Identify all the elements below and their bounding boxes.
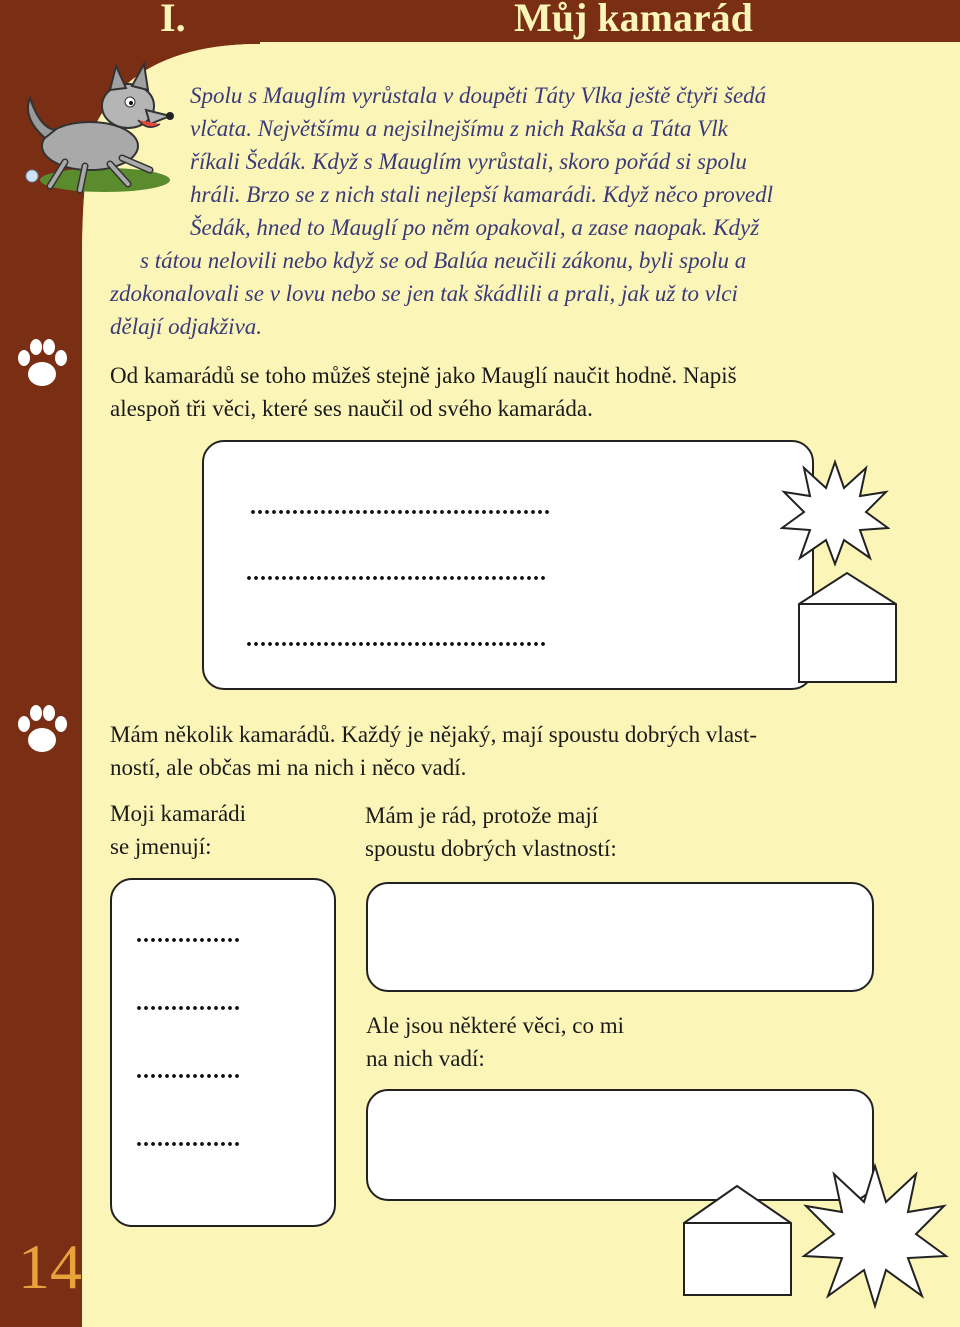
likes-label: Mám je rád, protože mají <box>365 803 599 828</box>
story-line: s tátou nelovili nebo když se od Balúa neučili zákonu, byli spolu a <box>140 248 747 273</box>
wolf-illustration <box>10 58 180 198</box>
answer-box-likes[interactable] <box>366 882 874 992</box>
burst-shape-icon <box>780 458 890 568</box>
answer-box-dislikes[interactable] <box>366 1089 874 1201</box>
page-number: 14 <box>18 1231 82 1302</box>
task2-text: Mám několik kamarádů. Každý je nějaký, mají spoustu dobrých vlast- <box>110 722 758 747</box>
task1-text: Od kamarádů se toho můžeš stejně jako Mauglí naučit hodně. Napiš <box>110 363 737 388</box>
dislikes-label: Ale jsou některé věci, co mi <box>366 1013 625 1038</box>
story-line: Šedák, hned to Mauglí po něm opakoval, a zase naopak. Když <box>190 215 760 240</box>
answer-line[interactable]: ........................................... <box>246 560 547 586</box>
paw-icon <box>12 700 72 760</box>
name-line[interactable]: ............... <box>136 990 241 1016</box>
task1-text: alespoň tři věci, které ses naučil od svého kamaráda. <box>110 396 593 421</box>
house-shape-icon <box>795 570 900 685</box>
answer-line[interactable]: ........................................... <box>250 494 551 520</box>
chapter-number: I. <box>160 0 186 40</box>
name-line[interactable]: ............... <box>136 922 241 948</box>
name-line[interactable]: ............... <box>136 1126 241 1152</box>
house-shape-icon <box>680 1183 795 1298</box>
story-line: říkali Šedák. Když s Mauglím vyrůstali, skoro pořád si spolu <box>190 149 747 174</box>
story-line: hráli. Brzo se z nich stali nejlepší kamarádi. Když něco provedl <box>190 182 774 207</box>
names-label: se jmenují: <box>110 834 212 859</box>
story-line: Spolu s Mauglím vyrůstala v doupěti Táty Vlka ještě čtyři šedá <box>190 83 767 108</box>
story-line: dělají odjakživa. <box>110 314 263 339</box>
name-line[interactable]: ............... <box>136 1058 241 1084</box>
page-title: Můj kamarád <box>514 0 753 40</box>
answer-line[interactable]: ........................................... <box>246 626 547 652</box>
burst-shape-icon <box>800 1160 950 1310</box>
dislikes-label: na nich vadí: <box>366 1046 485 1071</box>
paw-icon <box>12 334 72 394</box>
names-label: Moji kamarádi <box>110 801 247 826</box>
task2-text: ností, ale občas mi na nich i něco vadí. <box>110 755 467 780</box>
story-line: vlčata. Největšímu a nejsilnejšímu z nich Rakša a Táta Vlk <box>190 116 728 141</box>
story-line: zdokonalovali se v lovu nebo se jen tak škádlili a prali, jak už to vlci <box>110 281 738 306</box>
likes-label: spoustu dobrých vlastností: <box>365 836 617 861</box>
